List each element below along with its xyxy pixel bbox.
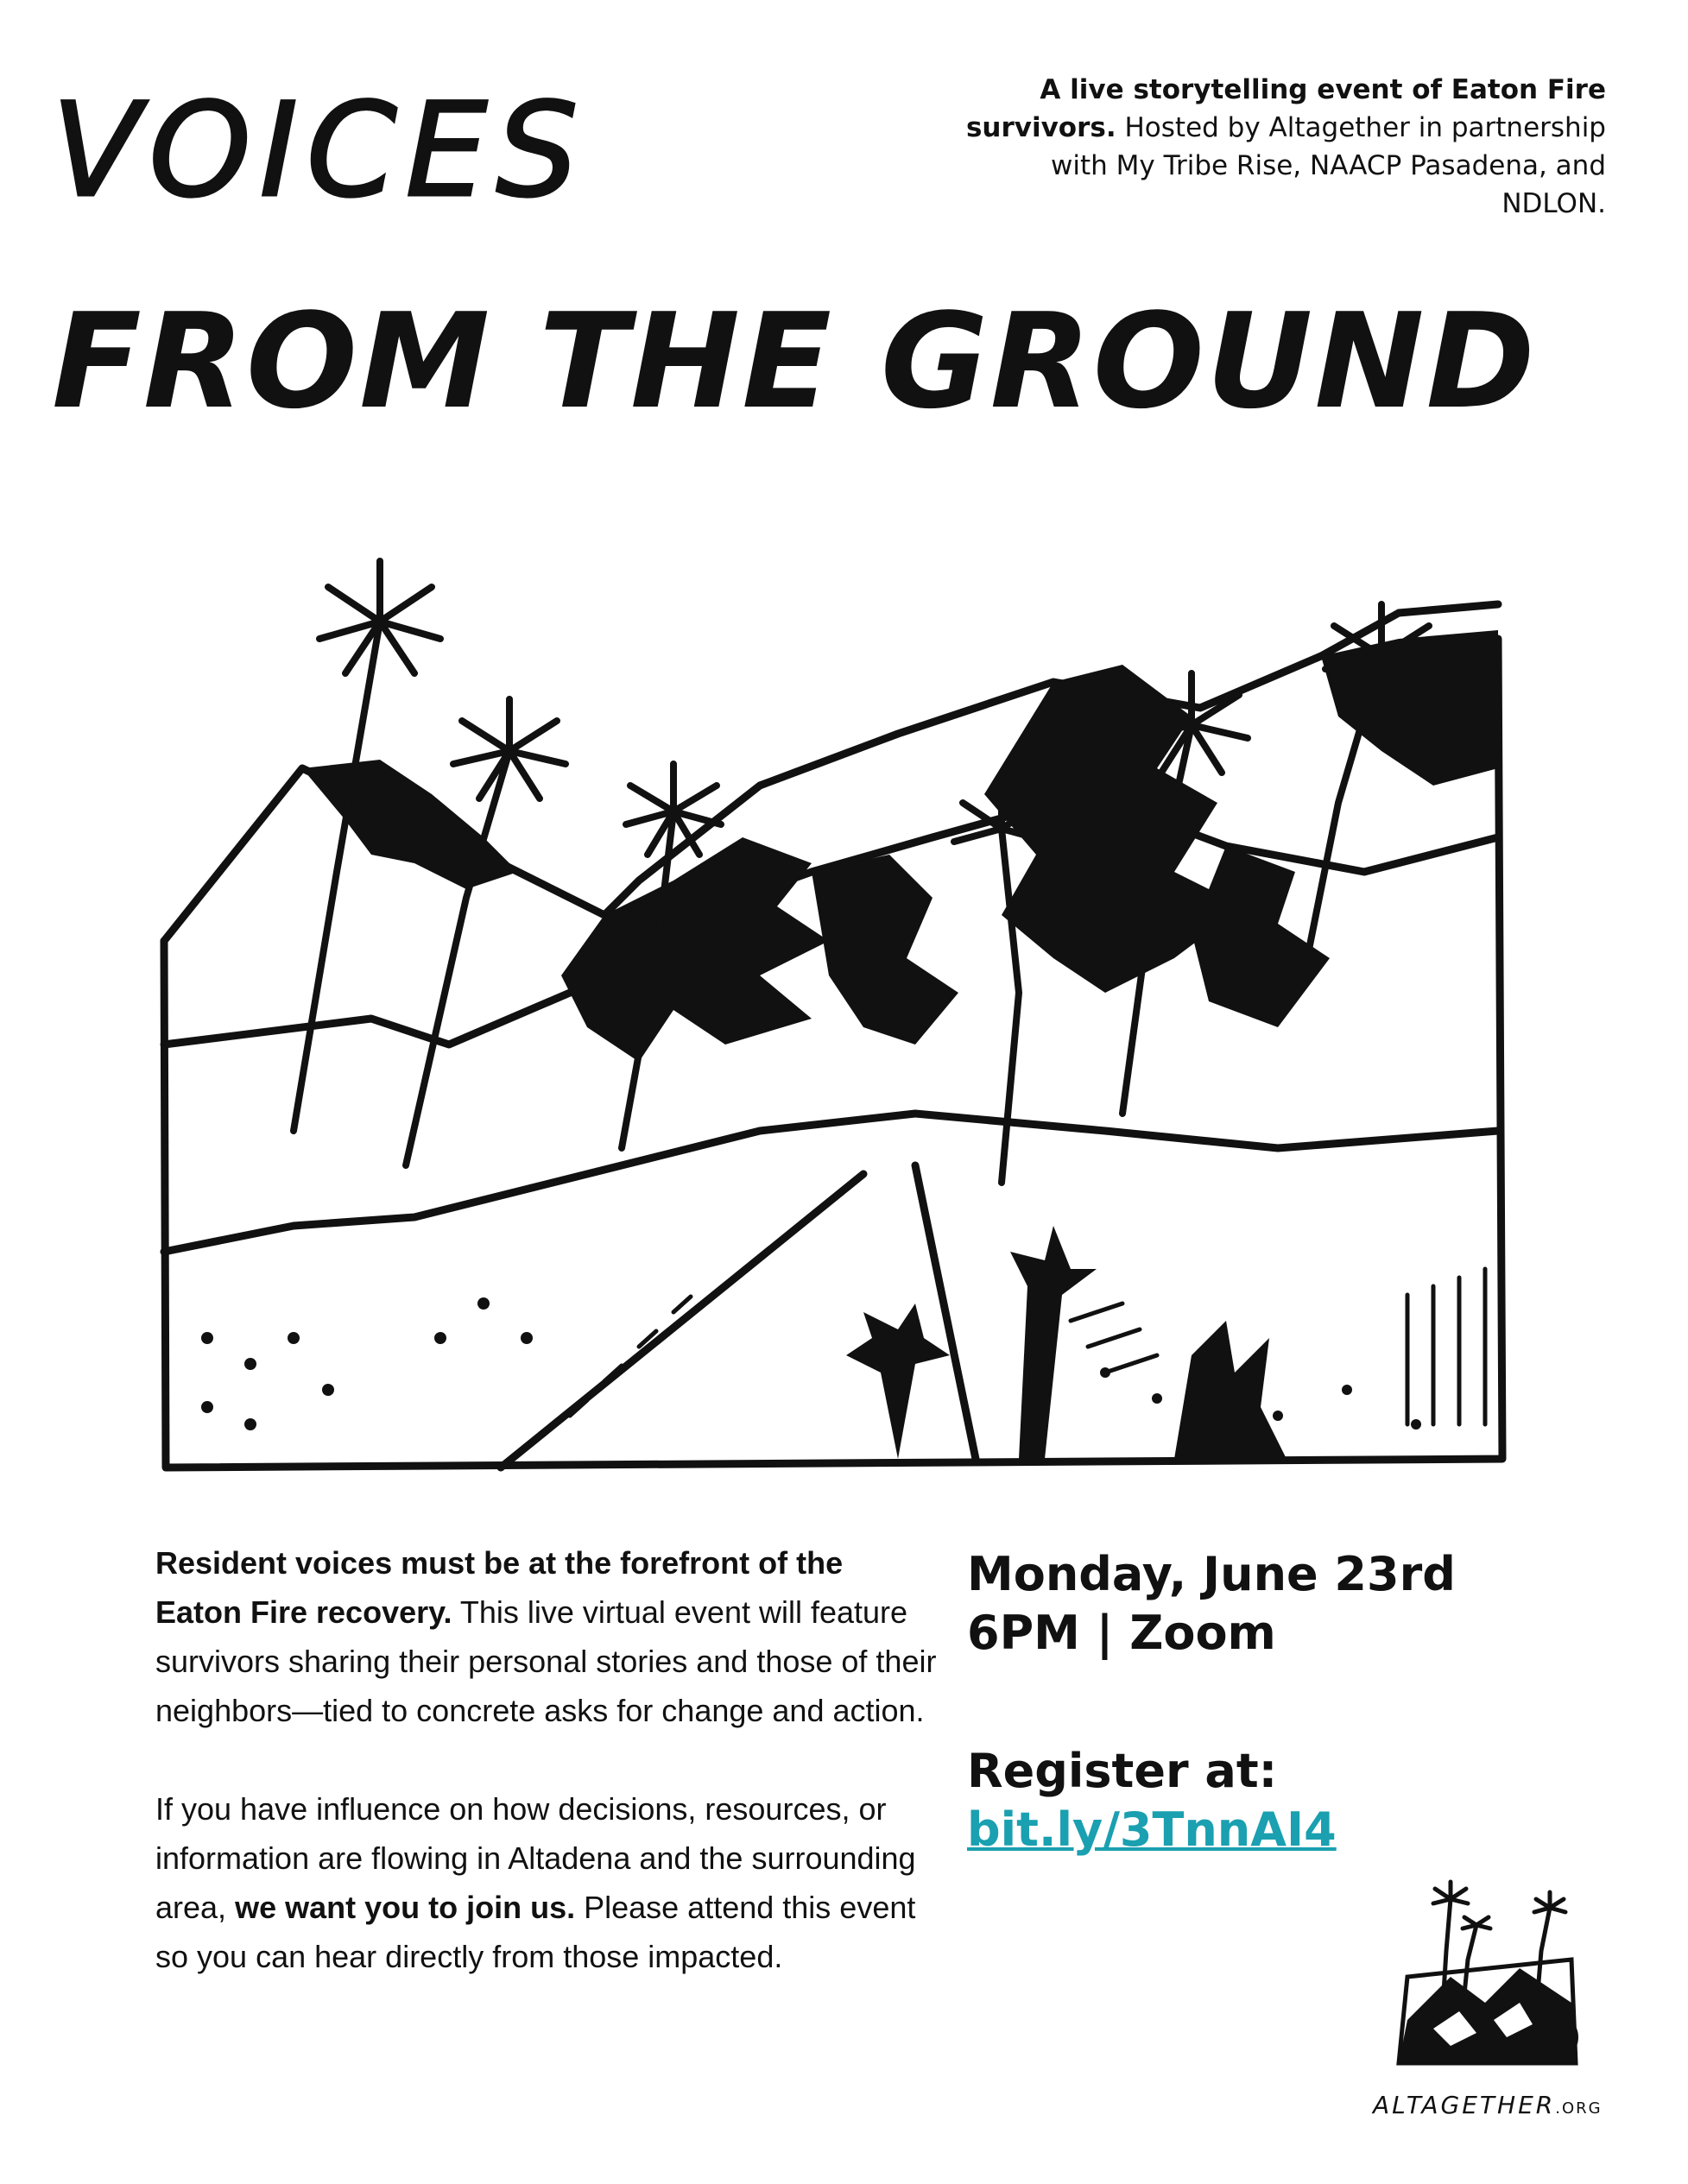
body-p1-bold: Resident voices must be at the forefront of the Eaton Fire recovery. bbox=[155, 1545, 844, 1630]
event-time-place: 6PM | Zoom bbox=[967, 1606, 1276, 1660]
body-p2-bold: we want you to join us. bbox=[235, 1890, 576, 1925]
title-line-2: FROM THE GROUND bbox=[52, 285, 1537, 438]
logo-name: ALTAGETHER bbox=[1373, 2091, 1556, 2119]
event-date: Monday, June 23rd bbox=[967, 1547, 1456, 1601]
body-p2-start: If you have influence on how decisions, resources, or information are flowing in Altadena and the surrounding area, bbox=[155, 1791, 916, 1925]
intro-bold: A live storytelling event of Eaton Fire survivors. bbox=[965, 74, 1606, 143]
register-link[interactable]: bit.ly/3TnnAI4 bbox=[967, 1802, 1337, 1857]
register-label: Register at: bbox=[967, 1744, 1278, 1798]
title-line-1: VOICES bbox=[52, 76, 587, 226]
body-paragraph-1 bbox=[155, 1538, 937, 1735]
body-paragraph-2 bbox=[155, 1784, 937, 1981]
logo-suffix: .ORG bbox=[1555, 2099, 1603, 2118]
event-details bbox=[967, 1545, 1485, 1859]
body-p1-rest: This live virtual event will feature survivors sharing their personal stories and those of their neighbors—tied to concrete asks for change and action. bbox=[155, 1594, 937, 1728]
logo-wordmark bbox=[1373, 2091, 1623, 2119]
body-p2-end: Please attend this event so you can hear directly from those impacted. bbox=[155, 1890, 916, 1974]
intro-rest: Hosted by Altagether in partnership with My Tribe Rise, NAACP Pasadena, and NDLON. bbox=[1051, 112, 1606, 219]
altagether-logo-icon bbox=[1381, 1873, 1589, 2072]
body-copy bbox=[155, 1538, 937, 2030]
intro-text bbox=[950, 71, 1606, 223]
landscape-illustration bbox=[155, 509, 1537, 1498]
